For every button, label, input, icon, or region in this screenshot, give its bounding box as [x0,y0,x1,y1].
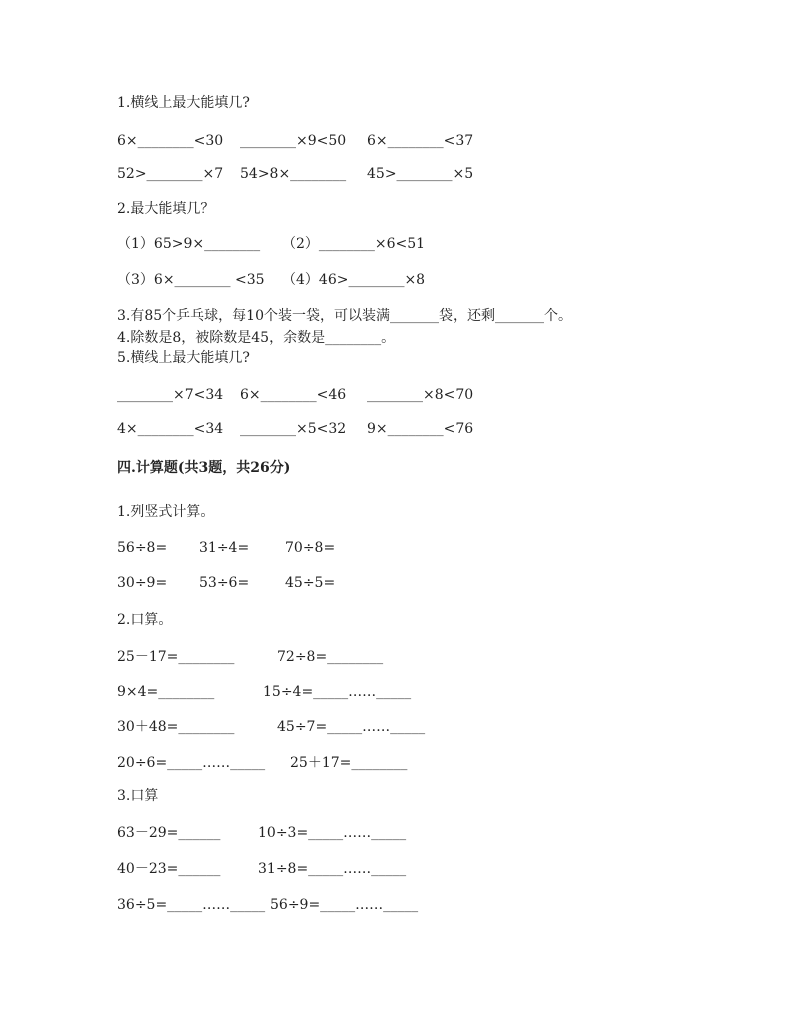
calc-q2-item-3: 9×4=________ [117,684,215,700]
q1-item-4: 52>________×7 [117,166,224,182]
q5-item-6: 9×________<76 [367,421,474,437]
q5-title: 5.横线上最大能填几? [117,350,250,366]
calc-q2-item-5: 30＋48=________ [117,719,235,735]
q3-text: 3.有85个乒乓球，每10个装一袋，可以装满_______袋，还剩_______个。 [117,308,572,324]
q1-title: 1.横线上最大能填几? [117,95,250,111]
q5-item-1: ________×7<34 [117,387,224,403]
calc-q3-item-3: 40－23=______ [117,861,221,877]
calc-q2-item-7: 20÷6=_____……_____ [117,755,266,771]
calc-q2-item-1: 25－17=________ [117,649,235,665]
q2-item-4: （4）46>________×8 [282,272,426,288]
calc-q2-item-2: 72÷8=________ [277,649,384,665]
calc-q1-item-5: 53÷6= [199,575,250,591]
calc-q2-item-6: 45÷7=_____……_____ [277,719,426,735]
q1-item-3: 6×________<37 [367,133,474,149]
calc-q3-item-5: 36÷5=_____……_____ [117,897,266,913]
q5-item-3: ________×8<70 [367,387,474,403]
calc-q1-item-2: 31÷4= [199,540,250,556]
q1-item-1: 6×________<30 [117,133,224,149]
q1-item-5: 54>8×________ [240,166,347,182]
section-4-heading: 四.计算题(共3题，共26分) [117,460,291,476]
calc-q2-title: 2.口算。 [117,612,173,628]
q2-title: 2.最大能填几？ [117,201,215,217]
calc-q3-item-4: 31÷8=_____……_____ [258,861,407,877]
calc-q3-title: 3.口算 [117,788,159,804]
calc-q1-item-3: 70÷8= [285,540,336,556]
q2-item-1: （1）65>9×________ [117,236,261,252]
q5-item-4: 4×________<34 [117,421,224,437]
q5-item-5: ________×5<32 [240,421,347,437]
q2-item-3: （3）6×________ <35 [117,272,265,288]
q2-item-2: （2）________×6<51 [282,236,426,252]
q1-item-6: 45>________×5 [367,166,474,182]
calc-q1-item-4: 30÷9= [117,575,168,591]
calc-q1-item-1: 56÷8= [117,540,168,556]
calc-q2-item-8: 25＋17=________ [290,755,408,771]
calc-q1-title: 1.列竖式计算。 [117,504,215,520]
q5-item-2: 6×________<46 [240,387,347,403]
calc-q3-item-1: 63－29=______ [117,825,221,841]
q1-item-2: ________×9<50 [240,133,347,149]
q4-text: 4.除数是8，被除数是45，余数是________。 [117,330,396,346]
calc-q2-item-4: 15÷4=_____……_____ [263,684,412,700]
calc-q1-item-6: 45÷5= [285,575,336,591]
calc-q3-item-2: 10÷3=_____……_____ [258,825,407,841]
calc-q3-item-6: 56÷9=_____……_____ [270,897,419,913]
